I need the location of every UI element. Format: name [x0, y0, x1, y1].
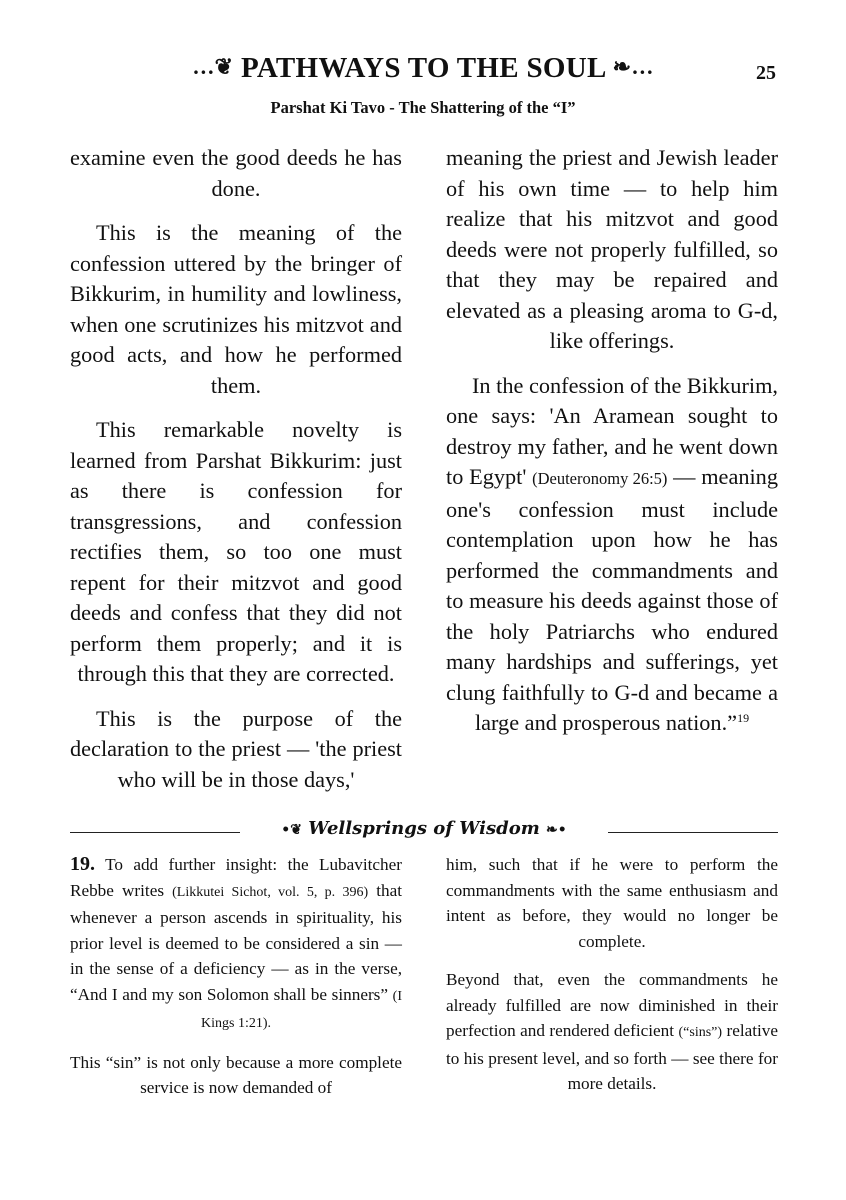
flourish-right-icon: ❧…	[612, 54, 654, 79]
paragraph: This is the meaning of the confession uttered by the bringer of Bikkurim, in humility and lowliness, when one scrutinizes his mitzvot and good acts, and how he performed them.	[70, 220, 402, 398]
scripture-reference: (Deuteronomy 26:5)	[532, 469, 668, 488]
flourish-right-icon: ❧•	[546, 822, 567, 838]
page-header	[0, 50, 846, 120]
footnote-text: that whenever a person ascends in spirituality, his prior level is deemed to be considered a sin — in the sense of a deficiency — as in the verse, “And I and my son Solomon shall be sinners”	[70, 880, 403, 1004]
footnote-number: 19.	[70, 853, 95, 875]
source-reference: (“sins”)	[678, 1025, 723, 1040]
divider-title: Wellsprings of Wisdom	[308, 818, 540, 839]
footnote-text: Beyond that, even the commandments he already fulfilled are now diminished in their perfection and rendered deficient	[446, 970, 778, 1040]
flourish-left-icon: …❦	[192, 54, 234, 79]
source-reference: (I Kings 1:21).	[201, 988, 402, 1031]
paragraph: meaning the priest and Jewish leader of his own time — to help him realize that his mitzvot and good deeds were not properly fulfilled, so that they may be repaired and elevated as a pleasing aroma to G-d, like offerings.	[446, 145, 778, 353]
footnote-text: relative to his present level, and so forth — see there for more details.	[446, 1021, 779, 1093]
footnote: This “sin” is not only because a more complete service is now demanded of	[70, 1052, 402, 1097]
book-title: PATHWAYS TO THE SOUL	[240, 52, 606, 84]
paragraph-text: In the confession of the Bikkurim, one says: 'An Aramean sought to destroy my father, and he went down to Egypt'	[446, 372, 778, 489]
body-column-right	[446, 143, 778, 753]
footnote	[446, 967, 778, 1097]
body-text	[70, 143, 778, 803]
chapter-subtitle: Parshat Ki Tavo - The Shattering of the “I”	[270, 98, 576, 117]
flourish-left-icon: •❦	[281, 822, 302, 838]
footnote	[70, 852, 402, 1037]
footnote-text: To add further insight: the Lubavitcher Rebbe writes	[70, 855, 402, 900]
paragraph: This is the purpose of the declaration to the priest — 'the priest who will be in those days,'	[70, 705, 402, 792]
footnote-column-right	[446, 852, 778, 1110]
body-column-left	[70, 143, 402, 809]
source-reference: (Likkutei Sichot, vol. 5, p. 396)	[172, 884, 369, 900]
divider-heading	[70, 818, 778, 839]
paragraph	[446, 371, 778, 739]
footnotes	[70, 852, 778, 1132]
page-number: 25	[756, 62, 776, 84]
footnote: him, such that if he were to perform the commandments with the same enthusiasm and intent as before, they would no longer be complete.	[446, 855, 778, 951]
section-divider	[70, 818, 778, 848]
paragraph-text: — meaning one's confession must include contemplation upon how he has performed the commandments and to measure his deeds against those of the holy Patriarchs who endured many hardships and sufferings, yet clung faithfully to G-d and became a large and prosperous nation.”	[446, 464, 778, 735]
footnote-column-left	[70, 852, 402, 1114]
footnote-marker[interactable]: 19	[737, 711, 750, 725]
paragraph: This remarkable novelty is learned from Parshat Bikkurim: just as there is confession for transgressions, and confession rectifies them, so too one must repent for their mitzvot and good deeds and confess that they did not perform them properly; and it is through this that they are corrected.	[70, 417, 402, 686]
running-title	[0, 52, 846, 85]
paragraph: examine even the good deeds he has done.	[70, 145, 402, 201]
